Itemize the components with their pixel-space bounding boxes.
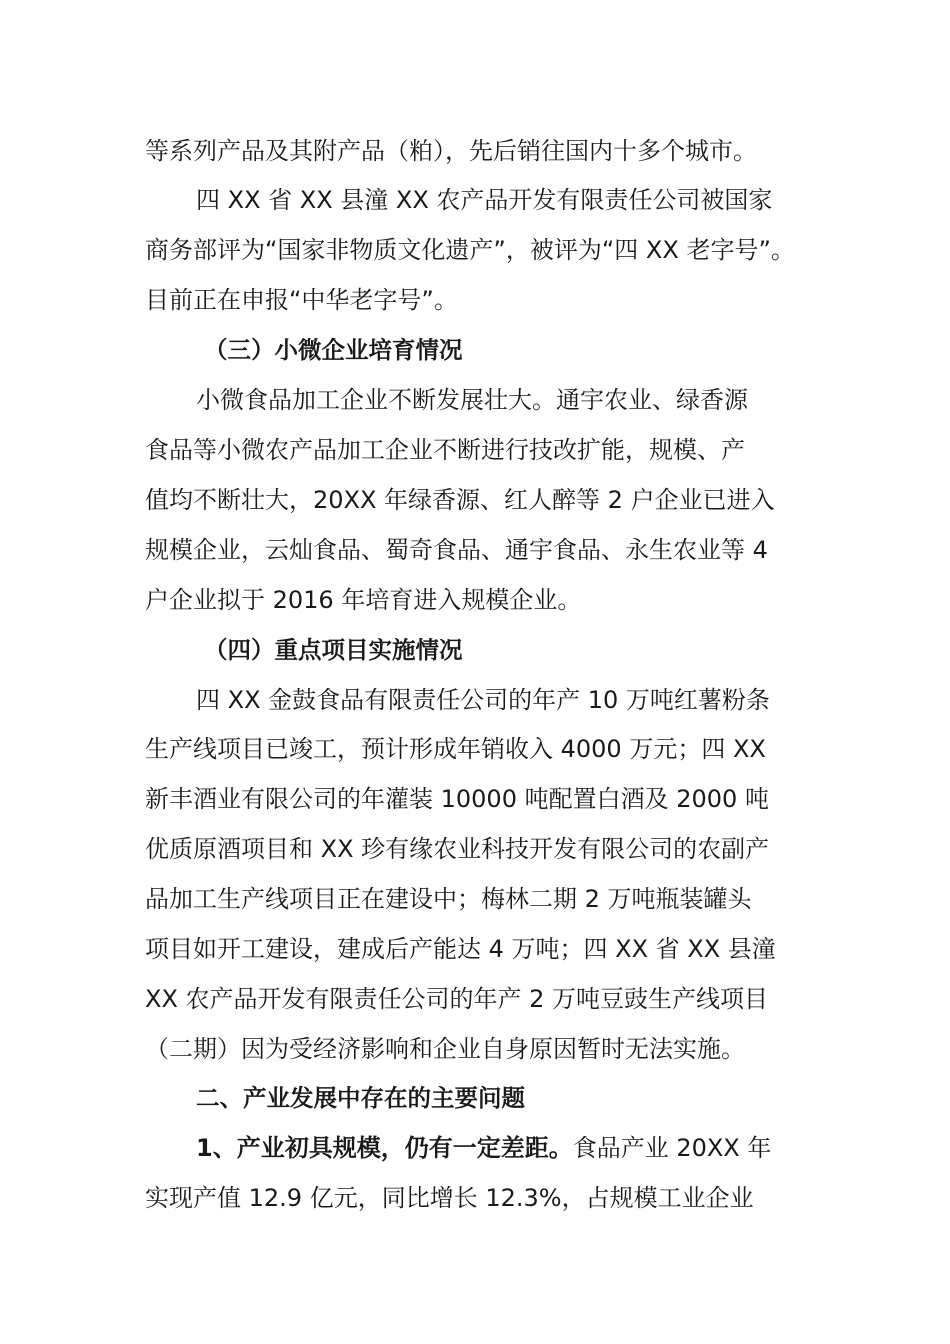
paragraph-line: 规模企业，云灿食品、蜀奇食品、通宇食品、永生农业等 4 [145, 536, 768, 564]
paragraph-line: 值均不断壮大，20XX 年绿香源、红人醉等 2 户企业已进入 [145, 486, 775, 514]
paragraph-line: 项目如开工建设，建成后产能达 4 万吨；四 XX 省 XX 县潼 [145, 935, 776, 963]
paragraph-line [196, 1132, 876, 1164]
paragraph-line: 商务部评为“国家非物质文化遗产”，被评为“四 XX 老字号”。 [145, 236, 795, 264]
paragraph-line: XX 农产品开发有限责任公司的年产 2 万吨豆豉生产线项目 [145, 985, 769, 1013]
paragraph-line: 四 XX 金鼓食品有限责任公司的年产 10 万吨红薯粉条 [196, 686, 770, 714]
bold-lead-in: 1、产业初具规模，仍有一定差距。 [196, 1134, 573, 1162]
paragraph-line: 新丰酒业有限公司的年灌装 10000 吨配置白酒及 2000 吨 [145, 785, 769, 813]
paragraph-line: 小微食品加工企业不断发展壮大。通宇农业、绿香源 [196, 386, 748, 414]
paragraph-line: 优质原酒项目和 XX 珍有缘农业科技开发有限公司的农副产 [145, 835, 770, 863]
section-heading-small-enterprises: （三）小微企业培育情况 [204, 336, 463, 364]
paragraph-line: 户企业拟于 2016 年培育进入规模企业。 [145, 586, 582, 614]
paragraph-line: 四 XX 省 XX 县潼 XX 农产品开发有限责任公司被国家 [196, 186, 773, 214]
paragraph-line: 品加工生产线项目正在建设中；梅林二期 2 万吨瓶装罐头 [145, 885, 752, 913]
section-heading-key-projects: （四）重点项目实施情况 [204, 636, 463, 664]
paragraph-line: （二期）因为受经济影响和企业自身原因暂时无法实施。 [145, 1035, 745, 1063]
paragraph-line: 等系列产品及其附产品（粕），先后销往国内十多个城市。 [145, 137, 757, 165]
paragraph-line: 生产线项目已竣工，预计形成年销收入 4000 万元；四 XX [145, 735, 766, 763]
paragraph-line: 实现产值 12.9 亿元，同比增长 12.3%，占规模工业企业 [145, 1184, 754, 1212]
paragraph-line: 食品等小微农产品加工企业不断进行技改扩能，规模、产 [145, 436, 745, 464]
paragraph-text: 食品产业 20XX 年 [572, 1134, 772, 1162]
section-heading-main-problems: 二、产业发展中存在的主要问题 [196, 1084, 525, 1112]
paragraph-line: 目前正在申报“中华老字号”。 [145, 286, 458, 314]
